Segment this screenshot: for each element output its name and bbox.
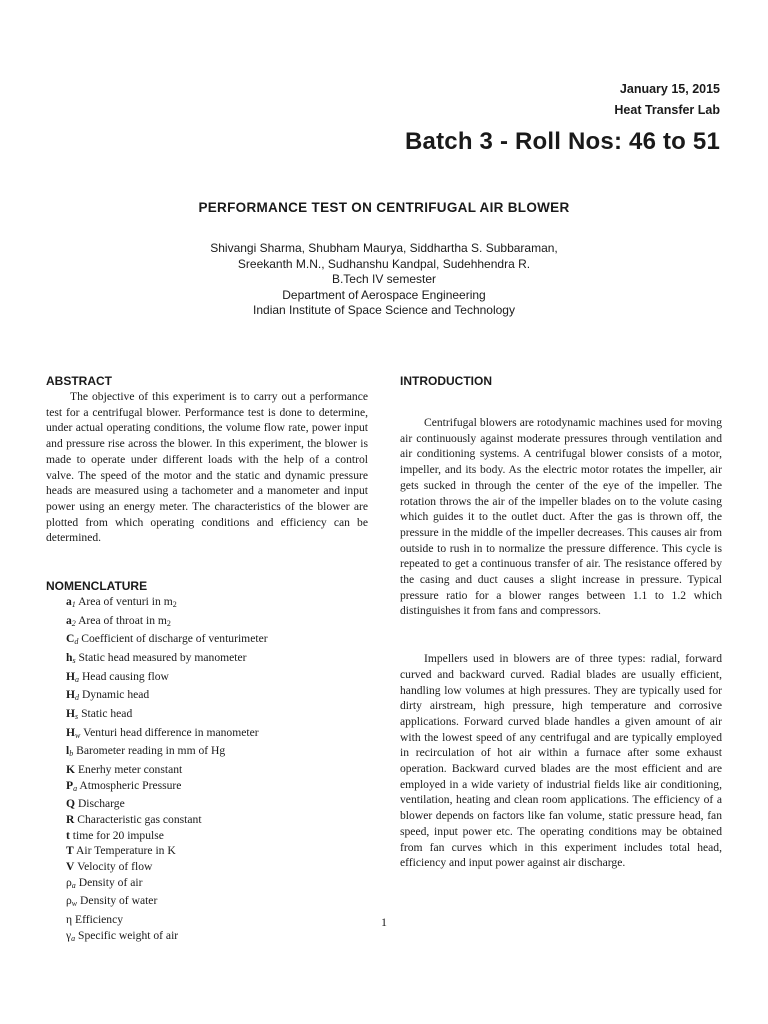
nomenclature-description: Barometer reading in mm of Hg xyxy=(76,744,226,758)
authors-line-2: Sreekanth M.N., Sudhanshu Kandpal, Sudehhendra R. xyxy=(237,256,531,271)
nomenclature-description: time for 20 impulse xyxy=(72,828,164,842)
title-block xyxy=(0,200,768,215)
nomenclature-description: Coefficient of discharge of venturimeter xyxy=(81,632,268,646)
nomenclature-item xyxy=(66,893,368,912)
introduction-paragraph-2: Impellers used in blowers are of three types: radial, forward curved and backward curved. Radial blades are usually efficient, handling low volumes at high pressures. They are typically used for dirty airstream, high pressure, high temperature and corrosive applications. Forward curved blade handles a given amount of air with the lowest speed of any centrifugal and are typically employed in recirculation of hot air within a furnace after some exhaust operation. Backward curved blades are the most efficient and are employed in a wide variety of industrial fields like air conditioning, ventilation, heating and clean room applications. The efficiency of a blower depends on factors like fan volume, static pressure head, fan speed, input power etc. The operating conditions may be obtained from fan curves which in this experiment includes total head, efficiency and input power against air discharge. xyxy=(400,652,722,870)
nomenclature-symbol: K xyxy=(66,762,76,776)
nomenclature-subscript: w xyxy=(75,730,81,740)
authors-line-1: Shivangi Sharma, Shubham Maurya, Siddhartha S. Subbaraman, xyxy=(210,241,558,255)
nomenclature-item xyxy=(66,928,368,947)
nomenclature-item xyxy=(66,828,368,844)
nomenclature-subscript: w xyxy=(71,899,78,909)
nomenclature-item xyxy=(66,594,368,613)
header-lab: Heat Transfer Lab xyxy=(614,103,720,117)
nomenclature-subscript: a xyxy=(75,674,80,684)
nomenclature-symbol: H xyxy=(66,669,76,683)
nomenclature-symbol: P xyxy=(66,778,74,792)
nomenclature-symbol: Q xyxy=(66,797,76,811)
nomenclature-symbol: R xyxy=(66,812,75,826)
nomenclature-item xyxy=(66,812,368,828)
nomenclature-description: Efficiency xyxy=(74,912,124,926)
nomenclature-subscript: 1 xyxy=(71,600,76,610)
nomenclature-symbol: ρ xyxy=(66,894,72,908)
left-column xyxy=(46,374,368,946)
nomenclature-item xyxy=(66,687,368,706)
nomenclature-item xyxy=(66,875,368,894)
nomenclature-description: Characteristic gas constant xyxy=(77,812,202,826)
nomenclature-item xyxy=(66,778,368,797)
nomenclature-symbol: a xyxy=(66,595,72,609)
nomenclature-subscript: 2 xyxy=(71,618,76,628)
nomenclature-symbol: H xyxy=(66,706,76,720)
nomenclature-symbol: V xyxy=(66,859,75,873)
authors-block xyxy=(0,241,768,319)
nomenclature-description: Head causing flow xyxy=(81,669,169,683)
nomenclature-description: Dynamic head xyxy=(81,688,150,702)
nomenclature-subscript: a xyxy=(71,933,76,943)
nomenclature-description: Density of air xyxy=(78,875,143,889)
nomenclature-subscript: a xyxy=(73,783,78,793)
nomenclature-description: Venturi head difference in manometer xyxy=(83,725,259,739)
nomenclature-description: Enerhy meter constant xyxy=(77,762,183,776)
nomenclature-description: Atmospheric Pressure xyxy=(79,778,182,792)
nomenclature-description: Air Temperature in K xyxy=(76,844,176,858)
nomenclature-list xyxy=(46,594,368,946)
nomenclature-symbol: H xyxy=(66,688,76,702)
nomenclature-item xyxy=(66,796,368,812)
nomenclature-description: Velocity of flow xyxy=(77,859,153,873)
nomenclature-item xyxy=(66,743,368,762)
authors-department: Department of Aerospace Engineering xyxy=(282,287,486,302)
nomenclature-subscript: b xyxy=(69,749,74,759)
nomenclature-unit-subscript: 2 xyxy=(166,618,171,628)
nomenclature-symbol: ρ xyxy=(66,875,72,889)
right-column xyxy=(400,374,722,871)
nomenclature-symbol: l xyxy=(66,744,70,758)
nomenclature-description: Discharge xyxy=(77,797,125,811)
nomenclature-subscript: d xyxy=(75,693,80,703)
authors-institute: Indian Institute of Space Science and Technology xyxy=(253,303,515,317)
introduction-paragraph-1: Centrifugal blowers are rotodynamic machines used for moving air continuously against moderate pressures through ventilation and air conditioning systems. A centrifugal blower consists of a motor, impeller, and its body. As the electric motor rotates the impeller, air gets sucked in through the center of the eye of the impeller. The rotation throws the air of the impeller blades on to the volute casing which guides it to the outlet duct. After the gas is thrown off, the pressure in the middle of the impeller decreases. This causes air from outside to rush in to normalize the pressure difference. This cycle is repeated to get a continuous transfer of air. The resistance offered by the casing and duct causes a slight increase in pressure. Typical pressure ratio for a blower ranges between 1.1 to 1.2 which distinguishes it from fans and compressors. xyxy=(400,416,722,618)
nomenclature-symbol: T xyxy=(66,844,74,858)
nomenclature-symbol: η xyxy=(66,912,73,926)
nomenclature-description: Density of water xyxy=(80,894,158,908)
nomenclature-subscript: s xyxy=(75,711,79,721)
header-batch: Batch 3 - Roll Nos: 46 to 51 xyxy=(405,128,720,155)
nomenclature-symbol: C xyxy=(66,632,75,646)
nomenclature-symbol: t xyxy=(66,828,70,842)
nomenclature-symbol: a xyxy=(66,613,72,627)
nomenclature-item xyxy=(66,613,368,632)
nomenclature-item xyxy=(66,725,368,744)
nomenclature-subscript: a xyxy=(71,880,76,890)
nomenclature-item xyxy=(66,631,368,650)
nomenclature-subscript: s xyxy=(72,656,76,665)
nomenclature-subscript: d xyxy=(74,637,79,647)
nomenclature-item xyxy=(66,650,368,669)
nomenclature-symbol: H xyxy=(66,725,76,739)
header-date: January 15, 2015 xyxy=(619,82,720,96)
nomenclature-description: Static head xyxy=(81,706,133,720)
nomenclature-item xyxy=(66,669,368,688)
nomenclature-description: Static head measured by manometer xyxy=(78,651,247,664)
nomenclature-item xyxy=(66,843,368,859)
page-number: 1 xyxy=(381,915,387,929)
nomenclature-item xyxy=(66,859,368,875)
authors-semester: B.Tech IV semester xyxy=(331,272,437,286)
nomenclature-description: Area of throat in m xyxy=(78,613,167,627)
introduction-heading: INTRODUCTION xyxy=(400,374,492,388)
nomenclature-item xyxy=(66,706,368,725)
abstract-heading: ABSTRACT xyxy=(46,374,112,388)
abstract-body: The objective of this experiment is to carry out a performance test for a centrifugal blower. Performance test is done to determine, under actual operating conditions, the volume flow rate, power input and pressure rise across the blower. In this experiment, the blower is made to operate under different loads with the help of a control valve. The speed of the motor and the static and dynamic pressure heads are measured using a tachometer and a manometer and input power using an energy meter. The characteristics of the blower are plotted from which operating conditions and efficiency can be determined. xyxy=(46,390,368,545)
nomenclature-unit-subscript: 2 xyxy=(172,600,177,610)
nomenclature-heading: NOMENCLATURE xyxy=(46,579,148,594)
nomenclature-symbol: h xyxy=(66,651,73,664)
nomenclature-symbol: γ xyxy=(66,928,72,942)
nomenclature-item xyxy=(66,762,368,778)
nomenclature-description: Specific weight of air xyxy=(78,928,179,942)
nomenclature-description: Area of venturi in m xyxy=(78,595,173,609)
paper-title: PERFORMANCE TEST ON CENTRIFUGAL AIR BLOWER xyxy=(198,200,570,215)
